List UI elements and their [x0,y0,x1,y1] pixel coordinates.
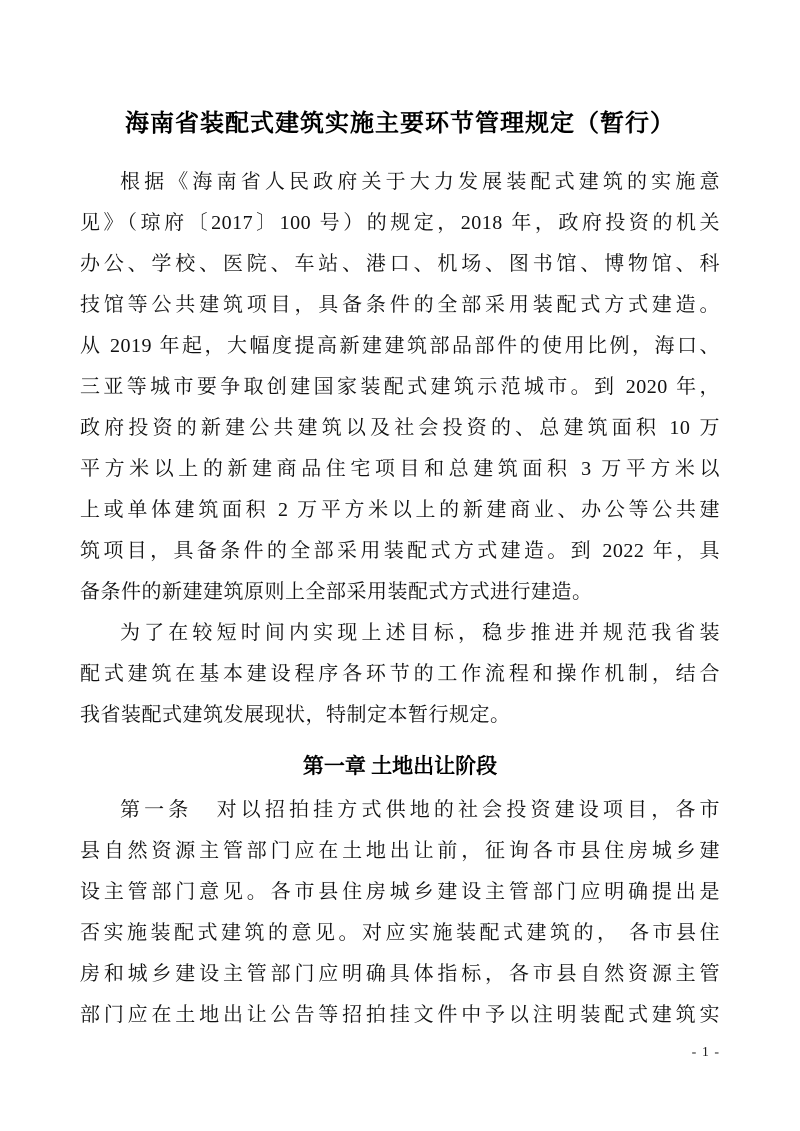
text-line: 房和城乡建设主管部门应明确具体指标，各市县自然资源主管 [80,963,720,985]
text-line: 否实施装配式建筑的意见。对应实施装配式建筑的， 各市县住 [80,922,720,944]
document-title: 海南省装配式建筑实施主要环节管理规定（暂行） [125,111,675,138]
page-number: - 1 - [691,1045,720,1060]
text-line: 三亚等城市要争取创建国家装配式建筑示范城市。到 2020 年， [80,376,720,398]
text-line: 从 2019 年起，大幅度提高新建建筑部品部件的使用比例，海口、 [80,335,720,357]
text-line: 设主管部门意见。各市县住房城乡建设主管部门应明确提出是 [80,881,720,903]
text-line: 平方米以上的新建商品住宅项目和总建筑面积 3 万平方米以 [80,458,720,480]
text-line: 根据《海南省人民政府关于大力发展装配式建筑的实施意 [120,171,720,193]
text-line: 政府投资的新建公共建筑以及社会投资的、总建筑面积 10 万 [80,417,720,439]
text-line: 我省装配式建筑发展现状，特制定本暂行规定。 [80,704,511,726]
text-line: 办公、学校、医院、车站、港口、机场、图书馆、博物馆、科 [80,253,720,275]
text-line: 技馆等公共建筑项目，具备条件的全部采用装配式方式建造。 [80,294,720,316]
text-line: 筑项目，具备条件的全部采用装配式方式建造。到 2022 年，具 [80,540,720,562]
text-line: 部门应在土地出让公告等招拍挂文件中予以注明装配式建筑实 [80,1004,720,1026]
text-line: 县自然资源主管部门应在土地出让前，征询各市县住房城乡建 [80,840,720,862]
chapter-heading: 第一章 土地出让阶段 [302,754,498,778]
text-line: 配式建筑在基本建设程序各环节的工作流程和操作机制，结合 [80,663,720,685]
text-line: 备条件的新建建筑原则上全部采用装配式方式进行建造。 [80,581,593,603]
text-line: 上或单体建筑面积 2 万平方米以上的新建商业、办公等公共建 [80,499,720,521]
text-line: 为了在较短时间内实现上述目标，稳步推进并规范我省装 [120,622,720,644]
text-line: 见》（琼府〔2017〕100 号）的规定，2018 年，政府投资的机关 [80,212,720,234]
text-line: 第一条 对以招拍挂方式供地的社会投资建设项目，各市 [120,799,720,821]
document-body [80,162,720,1036]
